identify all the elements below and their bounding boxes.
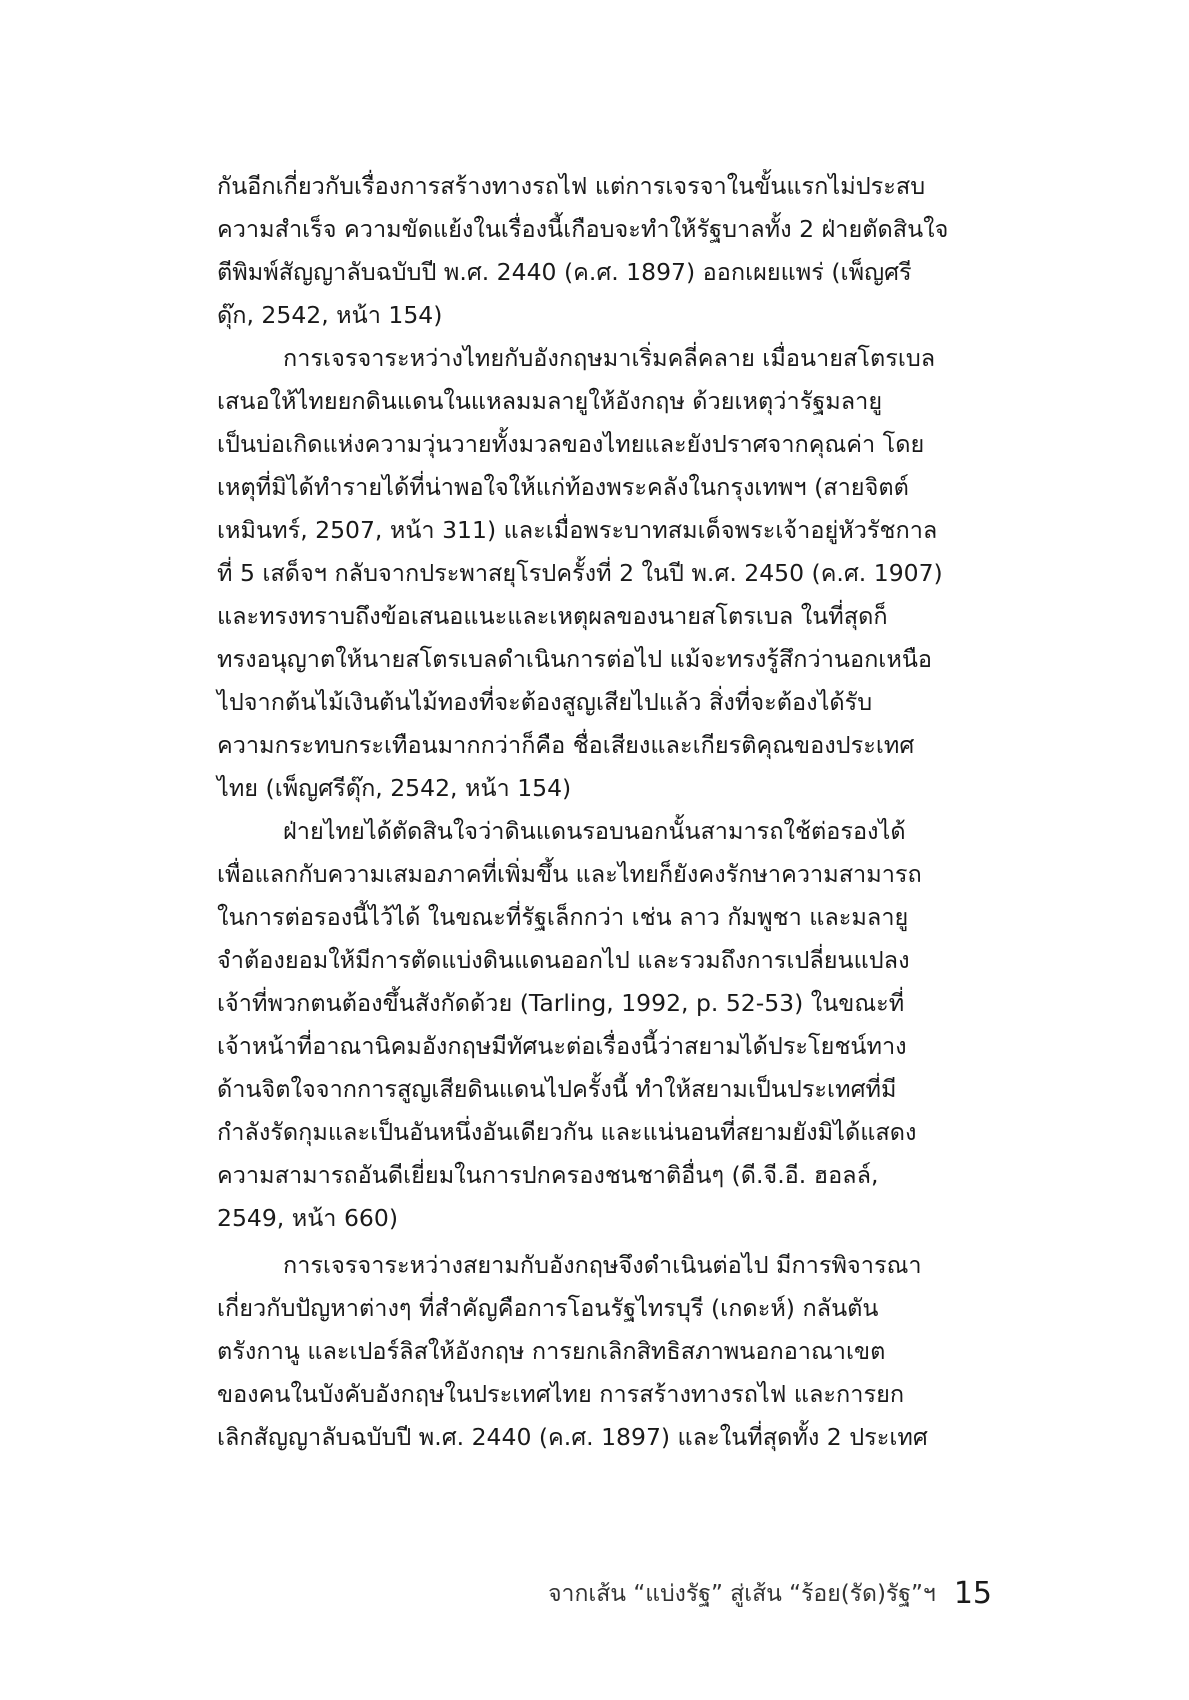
text-line: เหมินทร์, 2507, หน้า 311) และเมื่อพระบาทสมเด็จพระเจ้าอยู่หัวรัชกาล [217, 516, 938, 544]
text-line: เกี่ยวกับปัญหาต่างๆ ที่สำคัญคือการโอนรัฐไทรบุรี (เกดะห์) กลันตัน [217, 1294, 879, 1322]
paragraph-start-line: ฝ่ายไทยได้ตัดสินใจว่าดินแดนรอบนอกนั้นสามารถใช้ต่อรองได้ [283, 817, 906, 845]
text-line: เจ้าหน้าที่อาณานิคมอังกฤษมีทัศนะต่อเรื่องนี้ว่าสยามได้ประโยชน์ทาง [217, 1032, 907, 1060]
text-line: และทรงทราบถึงข้อเสนอแนะและเหตุผลของนายสโตรเบล ในที่สุดก็ [217, 602, 888, 630]
text-line: 2549, หน้า 660) [217, 1204, 398, 1232]
text-line: กำลังรัดกุมและเป็นอันหนึ่งอันเดียวกัน และแน่นอนที่สยามยังมิได้แสดง [217, 1118, 917, 1146]
text-line: ความสามารถอันดีเยี่ยมในการปกครองชนชาติอื่นๆ (ดี.จี.อี. ฮอลล์, [217, 1161, 879, 1189]
text-line: เลิกสัญญาลับฉบับปี พ.ศ. 2440 (ค.ศ. 1897) และในที่สุดทั้ง 2 ประเทศ [217, 1423, 928, 1451]
running-title: จากเส้น “แบ่งรัฐ” สู่เส้น “ร้อย(รัด)รัฐ”ฯ [548, 1581, 936, 1607]
text-line: ของคนในบังคับอังกฤษในประเทศไทย การสร้างทางรถไฟ และการยก [217, 1380, 905, 1408]
text-line: เพื่อแลกกับความเสมอภาคที่เพิ่มขึ้น และไทยก็ยังคงรักษาความสามารถ [217, 860, 922, 888]
text-line: ในการต่อรองนี้ไว้ได้ ในขณะที่รัฐเล็กกว่า เช่น ลาว กัมพูชา และมลายู [217, 903, 909, 931]
text-line: กันอีกเกี่ยวกับเรื่องการสร้างทางรถไฟ แต่การเจรจาในขั้นแรกไม่ประสบ [217, 172, 926, 200]
page-footer [0, 1572, 992, 1616]
paragraph-start-line: การเจรจาระหว่างสยามกับอังกฤษจึงดำเนินต่อไป มีการพิจารณา [283, 1251, 922, 1279]
text-line: ด้านจิตใจจากการสูญเสียดินแดนไปครั้งนี้ ทำให้สยามเป็นประเทศที่มี [217, 1075, 897, 1103]
text-line: ความกระทบกระเทือนมากกว่าก็คือ ชื่อเสียงและเกียรติคุณของประเทศ [217, 731, 915, 759]
text-line: ดุ๊ก, 2542, หน้า 154) [217, 301, 443, 329]
text-line: ตรังกานู และเปอร์ลิสให้อังกฤษ การยกเลิกสิทธิสภาพนอกอาณาเขต [217, 1337, 886, 1365]
text-line: ความสำเร็จ ความขัดแย้งในเรื่องนี้เกือบจะทำให้รัฐบาลทั้ง 2 ฝ่ายตัดสินใจ [217, 215, 949, 243]
text-line: ทรงอนุญาตให้นายสโตรเบลดำเนินการต่อไป แม้จะทรงรู้สึกว่านอกเหนือ [217, 645, 932, 673]
text-line: ตีพิมพ์สัญญาลับฉบับปี พ.ศ. 2440 (ค.ศ. 1897) ออกเผยแพร่ (เพ็ญศรี [217, 258, 912, 286]
paragraph-start-line: การเจรจาระหว่างไทยกับอังกฤษมาเริ่มคลี่คลาย เมื่อนายสโตรเบล [283, 344, 936, 372]
text-line: เหตุที่มิได้ทำรายได้ที่น่าพอใจให้แก่ท้องพระคลังในกรุงเทพฯ (สายจิตต์ [217, 473, 909, 501]
text-line: ที่ 5 เสด็จฯ กลับจากประพาสยุโรปครั้งที่ 2 ในปี พ.ศ. 2450 (ค.ศ. 1907) [217, 559, 943, 587]
text-line: เสนอให้ไทยยกดินแดนในแหลมมลายูให้อังกฤษ ด้วยเหตุว่ารัฐมลายู [217, 387, 883, 415]
page-number: 15 [953, 1576, 992, 1611]
text-line: จำต้องยอมให้มีการตัดแบ่งดินแดนออกไป และรวมถึงการเปลี่ยนแปลง [217, 946, 910, 974]
text-line: เจ้าที่พวกตนต้องขึ้นสังกัดด้วย (Tarling, 1992, p. 52-53) ในขณะที่ [217, 989, 905, 1017]
text-line: ไปจากต้นไม้เงินต้นไม้ทองที่จะต้องสูญเสียไปแล้ว สิ่งที่จะต้องได้รับ [217, 688, 873, 716]
text-line: เป็นบ่อเกิดแห่งความวุ่นวายทั้งมวลของไทยและยังปราศจากคุณค่า โดย [217, 430, 925, 458]
text-line: ไทย (เพ็ญศรีดุ๊ก, 2542, หน้า 154) [217, 774, 572, 802]
